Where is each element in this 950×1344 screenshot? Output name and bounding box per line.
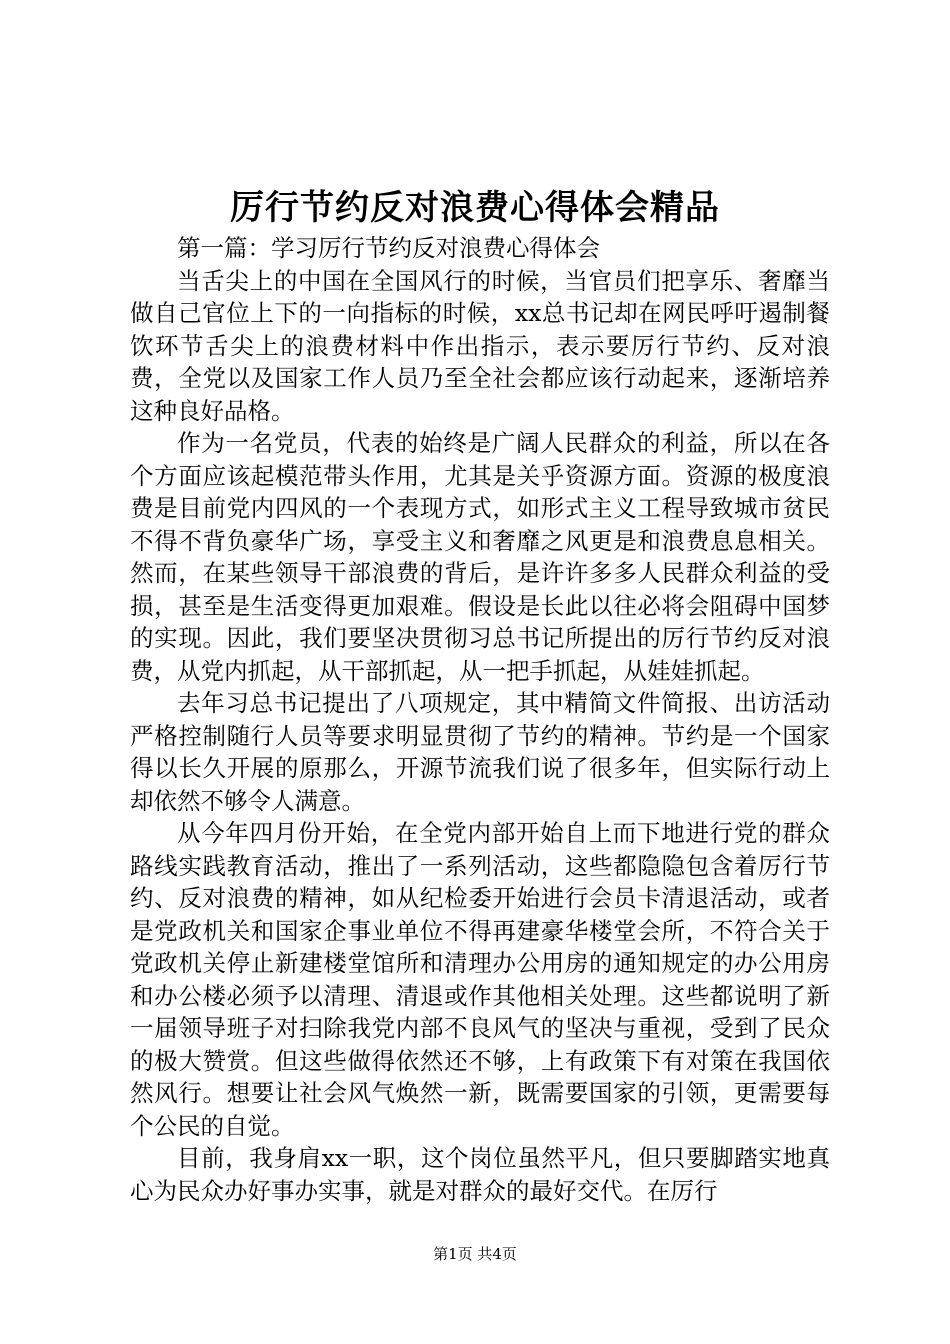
page-number: 第1页 共4页 xyxy=(433,1245,517,1263)
paragraph: 从今年四月份开始，在全党内部开始自上而下地进行党的群众路线实践教育活动，推出了一系列活动，这些都隐隐包含着厉行节约、反对浪费的精神，如从纪检委开始进行会员卡清退活动，或者是党政机关和国家企事业单位不得再建豪华楼堂会所，不符合关于党政机关停止新建楼堂馆所和清理办公用房的通知规定的办公用房和办公楼必须予以清理、清退或作其他相关处理。这些都说明了新一届领导班子对扫除我党内部不良风气的坚决与重视，受到了民众的极大赞赏。但这些做得依然还不够，上有政策下有对策在我国依然风行。想要让社会风气焕然一新，既需要国家的引领，更需要每个公民的自觉。 xyxy=(130,819,830,1140)
paragraph: 当舌尖上的中国在全国风行的时候，当官员们把享乐、奢靡当做自己官位上下的一向指标的时候，xx总书记却在网民呼吁遏制餐饮环节舌尖上的浪费材料中作出指示，表示要厉行节约、反对浪费，全党以及国家工作人员乃至全社会都应该行动起来，逐渐培养这种良好品格。 xyxy=(130,266,830,425)
paragraph: 目前，我身肩xx一职，这个岗位虽然平凡，但只要脚踏实地真心为民众办好事办实事，就是对群众的最好交代。在厉行 xyxy=(130,1144,830,1205)
document-body xyxy=(130,232,830,1207)
paragraph: 作为一名党员，代表的始终是广阔人民群众的利益，所以在各个方面应该起模范带头作用，尤其是关乎资源方面。资源的极度浪费是目前党内四风的一个表现方式，如形式主义工程导致城市贫民不得不背负豪华广场，享受主义和奢靡之风更是和浪费息息相关。然而，在某些领导干部浪费的背后，是许许多多人民群众利益的受损，甚至是生活变得更加艰难。假设是长此以往必将会阻碍中国梦的实现。因此，我们要坚决贯彻习总书记所提出的厉行节约反对浪费，从党内抓起，从干部抓起，从一把手抓起，从娃娃抓起。 xyxy=(130,429,830,685)
document-title: 厉行节约反对浪费心得体会精品 xyxy=(230,188,720,228)
section-heading: 第一篇：学习厉行节约反对浪费心得体会 xyxy=(177,234,600,262)
paragraph: 去年习总书记提出了八项规定，其中精简文件简报、出访活动严格控制随行人员等要求明显贯彻了节约的精神。节约是一个国家得以长久开展的原那么，开源节流我们说了很多年，但实际行动上却依然不够令人满意。 xyxy=(130,689,830,815)
